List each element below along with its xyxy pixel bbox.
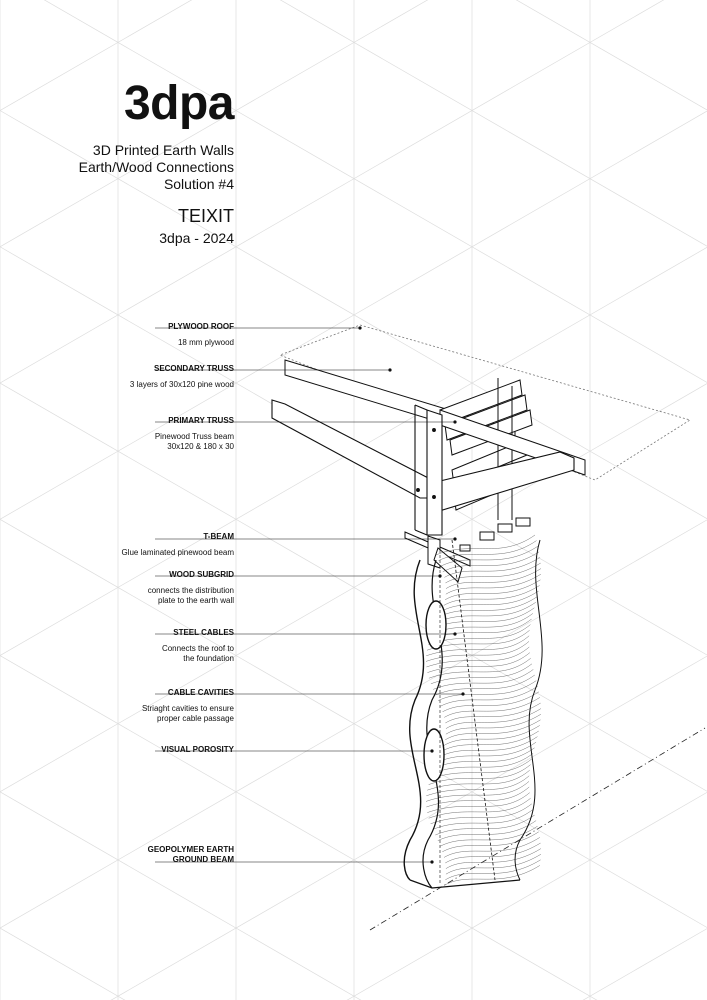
earth-wall — [404, 535, 542, 888]
callout — [14, 688, 234, 724]
callout-title: CABLE CAVITIES — [167, 688, 234, 697]
title-block — [0, 78, 234, 247]
callout-title: STEEL CABLES — [173, 628, 234, 637]
callout — [14, 845, 234, 865]
leader-dot — [461, 692, 464, 695]
callout-description: plate to the earth wall — [157, 596, 234, 605]
t-beam — [405, 518, 530, 568]
leader-dot — [430, 749, 433, 752]
callout-description: 18 mm plywood — [177, 338, 234, 347]
callout-title: PLYWOOD ROOF — [168, 322, 234, 331]
callout — [14, 532, 234, 558]
callout-description: Pinewood Truss beam — [154, 432, 234, 441]
callout — [14, 364, 234, 390]
callout-description: proper cable passage — [157, 714, 234, 723]
brand-title: 3dpa — [123, 77, 234, 130]
subtitle-line: Earth/Wood Connections — [78, 159, 234, 175]
leader-dot — [358, 326, 361, 329]
leader-dot — [438, 574, 441, 577]
callout-title: GEOPOLYMER EARTH — [147, 845, 234, 854]
callout-description: Glue laminated pinewood beam — [121, 548, 234, 557]
callout-description: Striaght cavities to ensure — [141, 704, 234, 713]
wall-left-outline — [404, 560, 423, 880]
leader-dot — [388, 368, 391, 371]
project-name: TEIXIT — [177, 206, 234, 226]
callout — [14, 416, 234, 452]
subtitle-line: 3D Printed Earth Walls — [92, 142, 234, 158]
callout-description: the foundation — [183, 654, 234, 663]
callout-description: connects the distribution — [147, 586, 234, 595]
leader-dot — [453, 632, 456, 635]
wall-base-edge — [410, 880, 520, 888]
subtitle-line: Solution #4 — [163, 176, 234, 192]
callout — [14, 570, 234, 606]
callout-description: GROUND BEAM — [172, 855, 234, 864]
leader-dot — [453, 420, 456, 423]
callout-title: T-BEAM — [203, 532, 234, 541]
callout — [14, 745, 234, 755]
credit-line: 3dpa - 2024 — [159, 230, 234, 246]
leader-dot — [453, 537, 456, 540]
callout-title: VISUAL POROSITY — [161, 745, 234, 754]
wall-hatch — [426, 535, 541, 885]
callout — [14, 322, 234, 348]
callout — [14, 628, 234, 664]
callout-description: 30x120 & 180 x 30 — [167, 442, 234, 451]
callout-title: WOOD SUBGRID — [169, 570, 234, 579]
callout-description: Connects the roof to — [161, 644, 234, 653]
steel-cable — [452, 540, 495, 880]
porosity-opening — [424, 729, 444, 781]
callout-description: 3 layers of 30x120 pine wood — [129, 380, 234, 389]
callout-title: SECONDARY TRUSS — [153, 364, 234, 373]
ground-line — [370, 728, 705, 930]
porosity-opening — [426, 601, 446, 649]
callout-title: PRIMARY TRUSS — [168, 416, 234, 425]
leader-dot — [430, 860, 433, 863]
